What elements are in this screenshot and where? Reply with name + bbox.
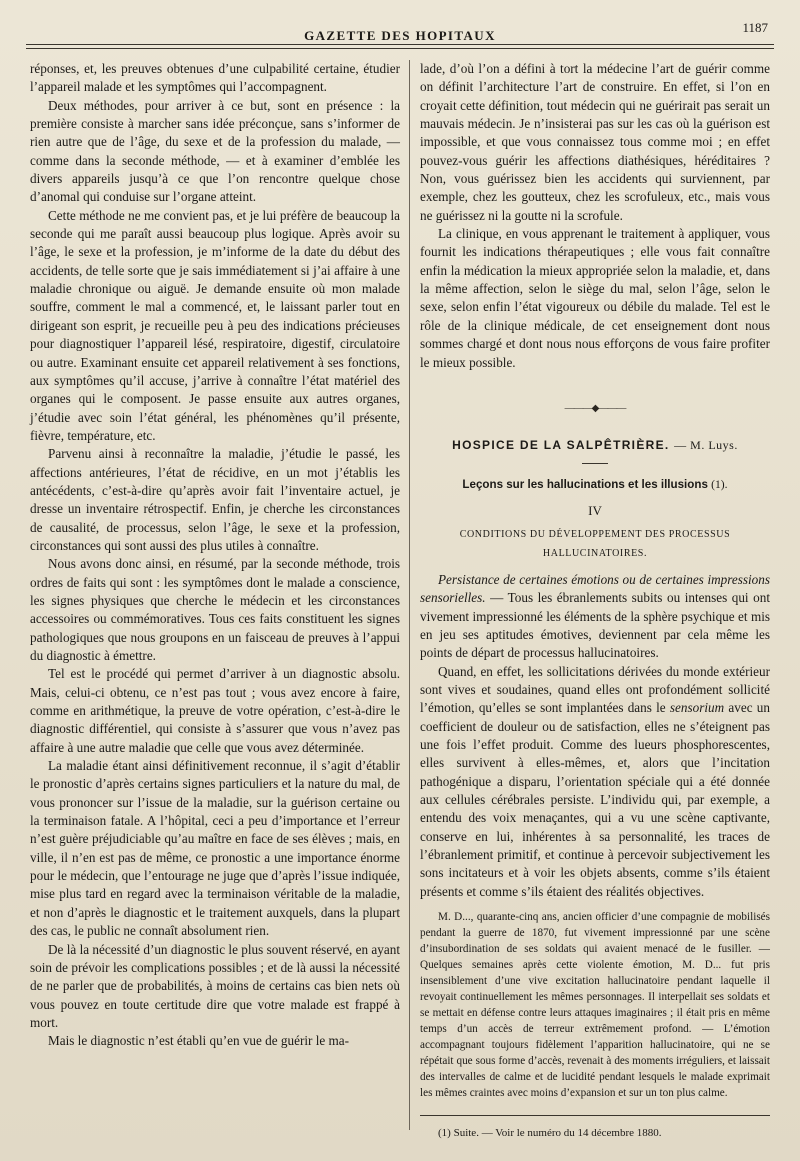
footnote: (1) Suite. — Voir le numéro du 14 décembre 1880. — [438, 1127, 662, 1140]
lead-text: — Tous les ébranlements subits ou intenses qui ont vivement impressionné les éléments de la sphère psychique et mis en jeu ses aptitudes émotives, deviennent par cela même les points de départ de processus hallucinatoires. — [420, 590, 770, 661]
left-column — [30, 60, 400, 1051]
paragraph: La clinique, en vous apprenant le traitement à appliquer, vous fournit les indications thérapeutiques ; elle vous fait connaître enfin la médication la mieux appropriée selon la maladie, et, dans la même affection, selon le siège du mal, selon l’âge, selon le sexe, selon enfin l’état vigoureux ou débile du malade. Tel est le rôle de la clinique médicale, de cet enseignement dont nous sommes chargé et dont nous nous efforçons de vous faire profiter le mieux possible. — [420, 226, 770, 370]
lesson-title-text: Leçons sur les hallucinations et les illusions — [462, 477, 708, 491]
column-divider — [409, 60, 410, 1130]
paragraph: réponses, et, les preuves obtenues d’une culpabilité certaine, étudier l’appareil malade et les symptômes qui l’accompagnent. — [30, 61, 400, 95]
italic-lead: Persistance de certaines émotions ou de certaines impressions sensorielles. — [420, 571, 770, 606]
paragraph: Parvenu ainsi à reconnaître la maladie, j’étudie le passé, les affections antérieures, l’état de récidive, en un mot j’établis les antécédents, c’est-à-dire qu’après avoir fait l’inventaire actuel, je dresse un inventaire rétrospectif. Enfin, je cherche les circonstances de causalité, de processus, selon l’âge, le sexe et la profession, circonstances qui sont aussi des plus utiles à connaître. — [30, 446, 400, 553]
lesson-title — [420, 476, 770, 494]
header-rule — [26, 44, 774, 49]
paragraph: Tel est le procédé qui permet d’arriver à un diagnostic absolu. Mais, celui-ci obtenu, ce n’est pas tout ; vous avez encore à faire, comme en arithmétique, la preuve de votre opération, c’est-à-dire le diagnostic différentiel, qui consiste à s’assurer que vous n’avez pas affaire à une autre maladie que celle que vous avez déterminée. — [30, 666, 400, 755]
paragraph: Nous avons donc ainsi, en résumé, par la seconde méthode, trois ordres de faits qui sont : les symptômes dont le malade a conscience, les signes physiques que cherche le médecin et les circonstances accessoires ou commémoratives. Tous ces faits constituent les signes pathologiques que nous groupons en un faisceau de preuves à l’appui du diagnostic à émettre. — [30, 556, 400, 663]
running-title: GAZETTE DES HOPITAUX — [304, 28, 496, 43]
paragraph — [420, 663, 770, 901]
footnote-rule — [420, 1115, 770, 1116]
lesson-number: IV — [588, 502, 602, 518]
paragraph: Cette méthode ne me convient pas, et je lui préfère de beaucoup la seconde qui me paraît aussi beaucoup plus logique. Après avoir su l’âge, le sexe et la profession, je m’informe de la date du début des accidents, de telle sorte que je sais immédiatement si j’ai affaire à une maladie chronique ou aiguë. Je demande ensuite où mon malade souffre, comment le mal a commencé, et, le laissant parler tout en dirigeant son esprit, je recueille peu à peu des indications précieuses pour diagnostiquer l’appareil lésé, respiratoire, digestif, circulatoire ou autre. Examinant ensuite cet appareil relativement à ses fonctions, aux symptômes qu’il accuse, j’arrive à connaître l’état matériel des organes qui le composent. Je passe ensuite aux autres organes, j’étudie avec soin l’état général, les phénomènes qu’il présente, fièvre, température, etc. — [30, 207, 400, 443]
author-name: — M. Luys. — [674, 438, 738, 453]
hospital-name: HOSPICE DE LA SALPÊTRIÈRE. — [452, 438, 670, 453]
paragraph-end: avec un coefficient de douleur ou de satisfaction, elles ne s’éteignent pas une fois l’effet produit. Comme des lueurs phosphorescentes, elles survivent à elles-mêmes, et, alors que l’incitation pathogénique a disparu, l’orientation spéciale qui a été donnée aux cellules cérébrales persiste. L’individu qui, par exemple, a entendu des voix menaçantes, qui a vu une scène captivante, conserve en lui, inhérentes à sa personnalité, les traces de l’ébranlement primitif, et continue à percevoir subjectivement les sons incitateurs et à voir les objets absents, comme s’ils étaient présents et comme s’ils étaient des réalités objectives. — [420, 700, 770, 899]
chapter-subheading: CONDITIONS DU DÉVELOPPEMENT DES PROCESSUS HALLUCINATOIRES. — [459, 529, 731, 559]
paragraph-start: Quand, en effet, les sollicitations dérivées du monde extérieur sont vives et soudaines, quand elles ont profondément sollicité l’émotion, qu’elles se sont implantées dans le — [420, 663, 770, 716]
paragraph — [420, 571, 770, 663]
page-header — [26, 20, 774, 46]
paragraph: Deux méthodes, pour arriver à ce but, sont en présence : la première consiste à marcher sans idée préconçue, sans s’informer de rien autre que de l’âge, du sexe et de la profession du malade, — comme dans la seconde méthode, — et à examiner d’emblée les divers appareils jusqu’à ce que l’on rencontre quelque chose d’anomal qui conduise sur l’organe atteint. — [30, 97, 400, 205]
section-heading — [420, 436, 770, 454]
page-number: 1187 — [742, 20, 768, 35]
paragraph: lade, d’où l’on a défini à tort la médecine l’art de guérir comme on définit l’architecture l’art de construire. En effet, si l’on en croyait cette définition, tout médecin qui ne guérirait pas serait un mauvais médecin. Je n’insisterai pas sur les cas où la guérison est impossible, et que vous connaissez tous comme moi ; en effet pouvez-vous guérir les affections diathésiques, héréditaires ? Non, vous guérissez bien les accidents qui surviennent, par exemple, chez les goutteux, chez les scrofuleux, etc., mais vous ne guérissez ni la goutte ni la scrofule. — [420, 61, 770, 223]
short-rule — [582, 463, 608, 464]
paragraph: De là la nécessité d’un diagnostic le plus souvent réservé, en ayant soin de prévoir les complications possibles ; et de là aussi la nécessité de ne parler que de probabilités, à moins de certains cas bien nets où vous pouvez en toute certitude dire que votre malade est frappé à mort. — [30, 941, 400, 1030]
section-ornament: ———◆——— — [564, 402, 626, 414]
italic-term: sensorium — [669, 700, 725, 716]
footnote-ref: (1). — [711, 477, 728, 491]
paragraph: Mais le diagnostic n’est établi qu’en vue de guérir le ma- — [48, 1033, 350, 1049]
paragraph: La maladie étant ainsi définitivement reconnue, il s’agit d’établir le pronostic d’après certains signes particuliers et la nature du mal, de vous prononcer sur l’issue de la maladie, sur la guérison certaine ou la terminaison fatale. A l’hôpital, ceci a peu d’importance et l’erreur n’est guère préjudiciable qu’au maître en face de ses élèves ; mais, en ville, il n’en est pas de même, ce pronostic a une importance énorme pour le médecin, que l’entourage ne juge que d’après l’issue indiquée, mise plus tard en regard avec la terminaison véritable de la maladie, et non d’après le diagnostic et le traitement auxquels, dans la plupart des cas, le public ne connaît absolument rien. — [30, 758, 400, 939]
right-column — [420, 60, 770, 1142]
case-report: M. D..., quarante-cinq ans, ancien officier d’une compagnie de mobilisés pendant la guerre de 1870, fut vivement impressionné par une scène d’insubordination de ses soldats qui avaient menacé de le fusiller. — Quelques semaines après cette violente émotion, M. D... fut pris insensiblement d’une vive excitation hallucinatoire pendant laquelle il revoyait continuellement les mêmes personnages. Il interpellait ses soldats et se mettait en défense contre leurs attaques imaginaires ; il était pris en même temps d’un accès de terreur extrêmement profond. — L’émotion accompagnant toujours fidèlement l’apparition hallucinatoire, qui ne se répétait que sous forme d’accès, revenait à des moments irréguliers, et laissait des intervalles de calme et de lucidité pendant lesquels le malade exprimait les mêmes craintes avec moins d’expansion et sur un ton plus calme. — [420, 911, 770, 1100]
